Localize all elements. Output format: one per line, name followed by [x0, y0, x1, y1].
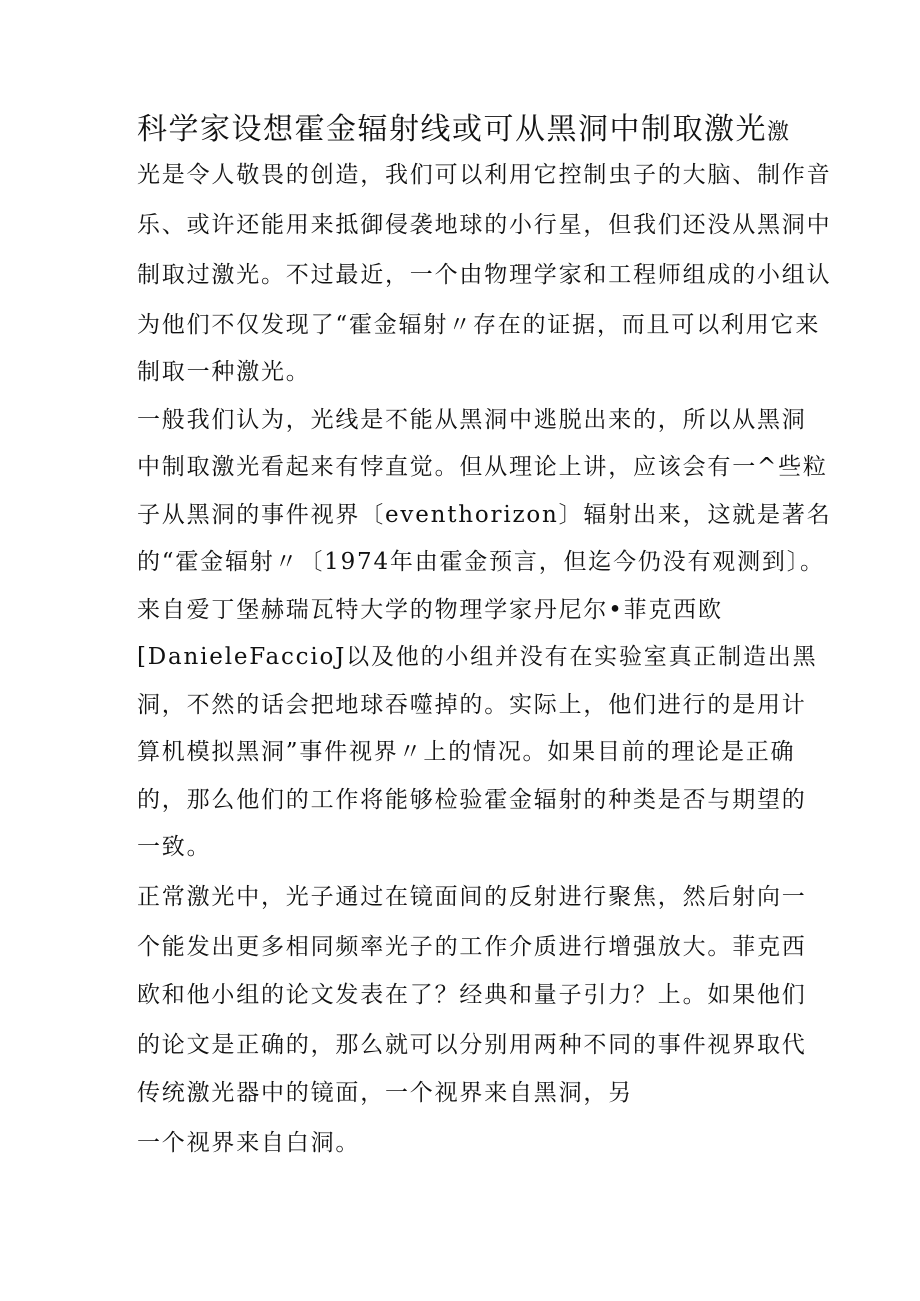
text-line: [DanieleFaccioJ以及他的小组并没有在实验室真正制造出黑: [137, 644, 818, 670]
text-line: 洞，不然的话会把地球吞噬掉的。实际上，他们进行的是用计: [137, 692, 807, 718]
text-line: 制取过激光。不过最近，一个由物理学家和工程师组成的小组认: [137, 262, 832, 288]
text-line: 算机模拟黑洞”事件视界〃上的情况。如果目前的理论是正确: [137, 739, 796, 765]
text-line: 中制取激光看起来有悖直觉。但从理论上讲，应该会有一^些粒: [137, 454, 828, 480]
text-line: 的论文是正确的，那么就可以分别用两种不同的事件视界取代: [137, 1032, 807, 1058]
article-title: [137, 110, 790, 153]
text-line: 子从黑洞的事件视界〔eventhorizon〕辐射出来，这就是著名: [137, 502, 832, 528]
title-tail: 激: [767, 120, 791, 145]
text-line: 的“霍金辐射〃〔1974年由霍金预言，但迄今仍没有观测到〕。: [137, 549, 825, 575]
text-line: 传统激光器中的镜面，一个视界来自黑洞，另: [137, 1080, 633, 1106]
text-line: 正常激光中，光子通过在镜面间的反射进行聚焦，然后射向一: [137, 884, 807, 910]
title-main: 科学家设想霍金辐射线或可从黑洞中制取激光: [137, 112, 767, 147]
text-line: 制取一种激光。: [137, 359, 311, 385]
text-line: 一个视界来自白洞。: [137, 1130, 361, 1156]
text-line: 欧和他小组的论文发表在了？经典和量子引力？上。如果他们: [137, 982, 807, 1008]
text-line: 来自爱丁堡赫瑞瓦特大学的物理学家丹尼尔•菲克西欧: [137, 597, 723, 623]
text-line: 光是令人敬畏的创造，我们可以利用它控制虫子的大脑、制作音: [137, 162, 832, 188]
text-line: 乐、或许还能用来抵御侵袭地球的小行星，但我们还没从黑洞中: [137, 212, 832, 238]
text-line: 一致。: [137, 834, 212, 860]
text-line: 个能发出更多相同频率光子的工作介质进行增强放大。菲克西: [137, 934, 807, 960]
text-line: 一般我们认为，光线是不能从黑洞中逃脱出来的，所以从黑洞: [137, 407, 807, 433]
text-line: 为他们不仅发现了“霍金辐射〃存在的证据，而且可以利用它来: [137, 312, 821, 338]
text-line: 的，那么他们的工作将能够检验霍金辐射的种类是否与期望的: [137, 787, 807, 813]
